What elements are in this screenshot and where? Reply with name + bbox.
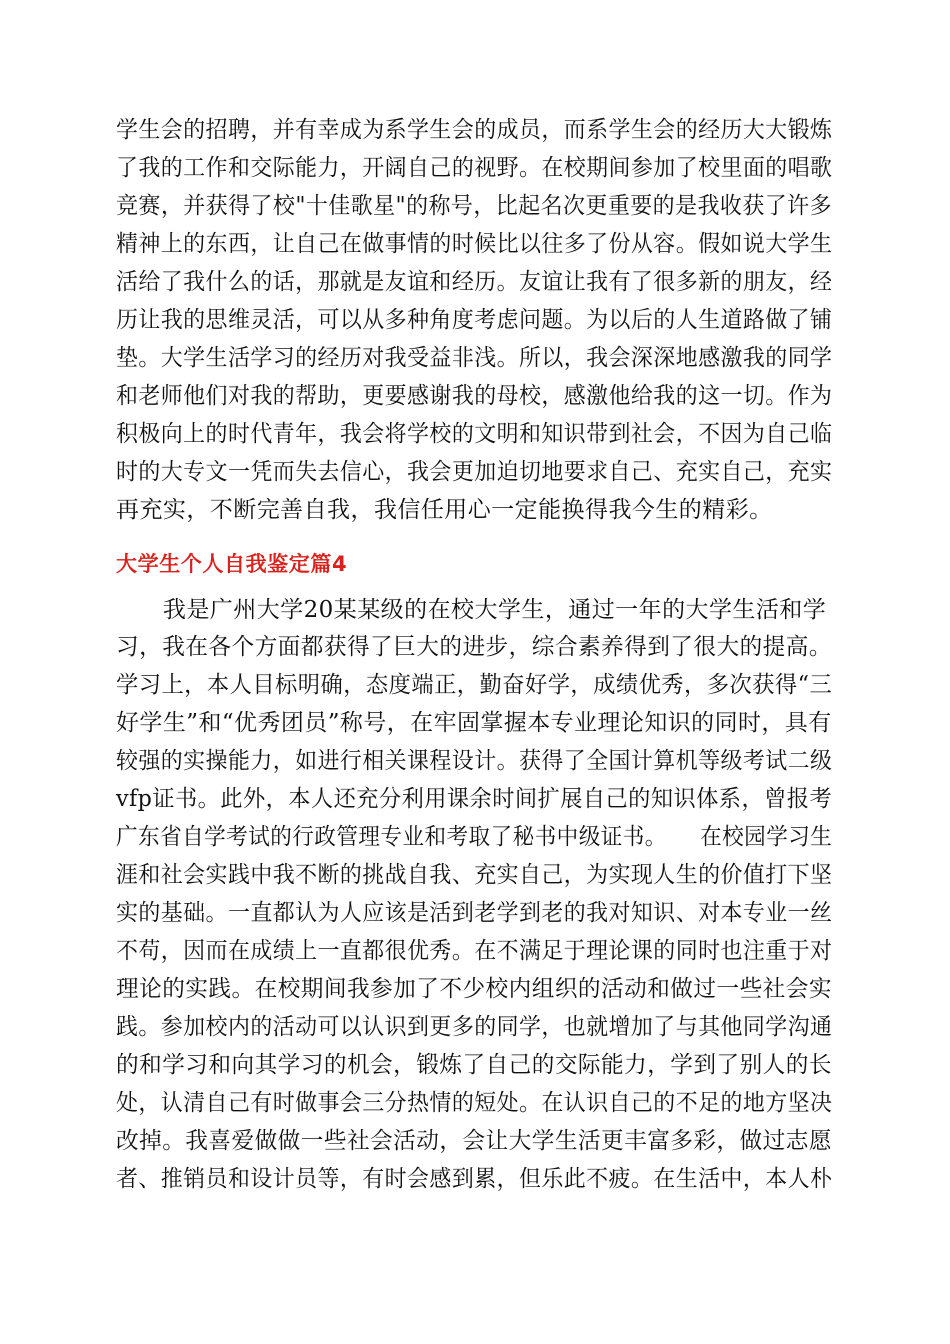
text-line: 积极向上的时代青年，我会将学校的文明和知识带到社会，不因为自己临 xyxy=(116,421,833,447)
text-line: 改掉。我喜爱做做一些社会活动，会让大学生活更丰富多彩，做过志愿 xyxy=(116,1128,832,1154)
text-line: 历让我的思维灵活，可以从多种角度考虑问题。为以后的人生道路做了铺 xyxy=(116,307,833,333)
text-line: 精神上的东西，让自己在做事情的时候比以往多了份从容。假如说大学生 xyxy=(116,231,833,257)
text-line: 践。参加校内的活动可以认识到更多的同学，也就增加了与其他同学沟通 xyxy=(116,1014,833,1040)
text-line: 再充实，不断完善自我，我信任用心一定能换得我今生的精彩。 xyxy=(116,497,773,523)
text-line: 竞赛，并获得了校"十佳歌星"的称号，比起名次更重要的是我收获了许多 xyxy=(116,193,832,219)
text-line: 学生会的招聘，并有幸成为系学生会的成员，而系学生会的经历大大锻炼 xyxy=(116,117,833,143)
text-line: 我是广州大学20某某级的在校大学生，通过一年的大学生活和学 xyxy=(116,597,827,623)
text-line: vfp证书。此外，本人还充分利用课余时间扩展自己的知识体系，曾报考 xyxy=(116,786,833,812)
text-line: 广东省自学考试的行政管理专业和考取了秘书中级证书。 在校园学习生 xyxy=(116,824,833,850)
text-line: 活给了我什么的话，那就是友谊和经历。友谊让我有了很多新的朋友，经 xyxy=(116,269,833,295)
text-line: 了我的工作和交际能力，开阔自己的视野。在校期间参加了校里面的唱歌 xyxy=(116,155,833,181)
text-line: 的和学习和向其学习的机会，锻炼了自己的交际能力，学到了别人的长 xyxy=(116,1052,832,1078)
section-heading: 大学生个人自我鉴定篇4 xyxy=(116,552,348,576)
text-line: 理论的实践。在校期间我参加了不少校内组织的活动和做过一些社会实 xyxy=(116,976,832,1002)
text-line: 实的基础。一直都认为人应该是活到老学到老的我对知识、对本专业一丝 xyxy=(116,900,833,926)
text-line: 习，我在各个方面都获得了巨大的进步，综合素养得到了很大的提高。 xyxy=(116,634,832,660)
text-line: 涯和社会实践中我不断的挑战自我、充实自己，为实现人生的价值打下坚 xyxy=(116,862,833,888)
text-line: 好学生”和“优秀团员”称号，在牢固掌握本专业理论知识的同时，具有 xyxy=(116,710,832,736)
text-line: 处，认清自己有时做事会三分热情的短处。在认识自己的不足的地方坚决 xyxy=(116,1090,833,1116)
text-line: 者、推销员和设计员等，有时会感到累，但乐此不疲。在生活中，本人朴 xyxy=(116,1166,833,1192)
text-line: 较强的实操能力，如进行相关课程设计。获得了全国计算机等级考试二级 xyxy=(116,748,833,774)
text-line: 时的大专文一凭而失去信心，我会更加迫切地要求自己、充实自己，充实 xyxy=(116,459,833,485)
text-line: 和老师他们对我的帮助，更要感谢我的母校，感激他给我的这一切。作为 xyxy=(116,383,833,409)
text-line: 学习上，本人目标明确，态度端正，勤奋好学，成绩优秀，多次获得“三 xyxy=(116,672,833,698)
text-line: 垫。大学生活学习的经历对我受益非浅。所以，我会深深地感激我的同学 xyxy=(116,345,833,371)
text-line: 不苟，因而在成绩上一直都很优秀。在不满足于理论课的同时也注重于对 xyxy=(116,938,833,964)
